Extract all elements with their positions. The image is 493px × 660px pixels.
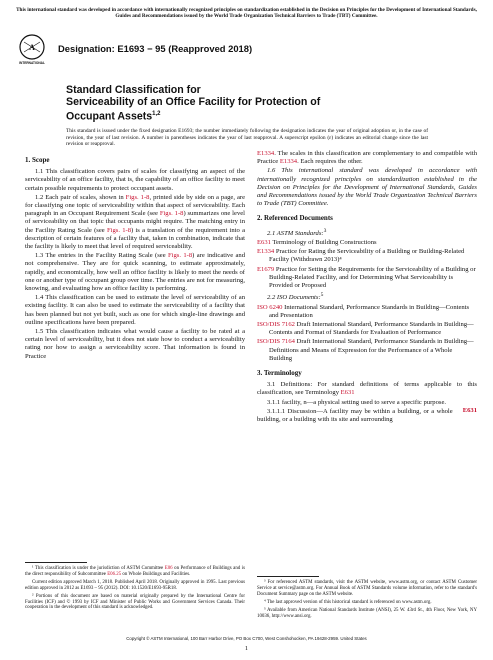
figs-link[interactable]: Figs. 1-8 [159,210,184,218]
para-3-1-1: 3.1.1 facility, n—a physical setting used to serve a specific purpose. E631 [267,398,477,414]
issuance-note: This standard is issued under the fixed designation E1693; the number immediately following the designation indicates the year of original adoption or, in the case of revision, the year of last revision. A number in parentheses indicates the year of last reapproval. A superscript epsilon (ε) indicates an editorial change since the last revision or reapproval. [66,128,428,148]
iso-ref-item: ISO/DIS 7164 Draft International Standard, Performance Standards in Building—Definitions and Means of Expression for the Performance of a Whole Building [257,338,474,362]
copyright-footer: Copyright © ASTM International, 100 Barr Harbor Drive, PO Box C700, West Conshohocken, PA 19428-2959. United States [126,636,367,641]
terminology-heading: 3. Terminology [257,369,302,378]
iso-documents-heading: 2.2 ISO Documents:$^5$ [267,292,324,302]
para-1-1: 1.1 This classification covers pairs of scales for classifying an aspect of the serviceability of an office facility, that is, the capability of an office facility to meet certain possible requirements to protect occupant assets. [25,168,245,192]
footnote-5: ⁵ Available from American National Standards Institute (ANSI), 25 W. 43rd St., 4th Floor, New York, NY 10036, http://www.ansi.org. [257,607,477,619]
scope-heading: 1. Scope [25,156,50,164]
right-column [257,150,477,425]
figs-link[interactable]: Figs. 1-8 [168,252,193,260]
para-1-6: 1.6 This international standard was developed in accordance with internationally recognized principles on standardization established in the Decision on Principles for the Development of International Standards, Guides and Recommendations issued by the World Trade Organization Technical Barriers to Trade (TBT) Committee. [257,167,477,208]
left-footnotes [25,562,245,613]
para-1-2: 1.2 Each pair of scales, shown in Figs. 1-8, printed side by side on a page, are for classifying one topic of serviceability within that aspect of serviceability. Each paragraph in an Occupant Requirement Scale (see Figs. 1-8) summarizes one level of serviceability on that topic that occupants might require. The matching entry in the Facility Rating Scale (see Figs. 1-8) is a translation of the requirement into a description of certain features of a facility that, taken in combination, indicate that the facility is likely to meet that level of required serviceability. [25,193,246,251]
designation: Designation: E1693 − 95 (Reapproved 2018) [58,43,253,54]
title-line-1: Standard Classification for [66,84,201,96]
iso-code-link[interactable]: ISO/DIS 7162 [257,321,295,329]
title-line-3: Occupant Assets [66,110,153,123]
footnote-1: ¹ This classification is under the jurisdiction of ASTM Committee E06 on Performance of Buildings and is the direct responsibility of Subcommittee E06.25 on Whole Buildings and Facilities. [25,566,245,577]
ref-code-link[interactable]: E1334 [257,248,275,256]
footnote-3: ³ For referenced ASTM standards, visit the ASTM website, www.astm.org, or contact ASTM Customer Service at service@astm.org. For Annual Book of ASTM Standards volume information, refer to the standard's Document Summary page on the ASTM website. [257,580,477,597]
title-line-2: Serviceability of an Office Facility for Protection of [66,96,321,109]
para-1-5-cont: E1334. The scales in this classification are complementary to and compatible with Practice E1334. Each requires the other. [257,150,477,166]
right-footnotes [257,576,477,621]
title-footnote-marker: 1,2 [152,111,161,118]
footnote-rule [25,562,87,563]
logo-caption: INTERNATIONAL [19,61,45,65]
subcommittee-link[interactable]: E06.25 [107,571,122,577]
para-3-1: 3.1 Definitions: For standard definitions of terms applicable to this classification, see Terminology E631 [257,381,477,397]
ref-code-link[interactable]: E631 [257,239,271,247]
iso-ref-item: ISO/DIS 7162 Draft International Standard, Performance Standards in Building—Contents and Format of Standards for Evaluation of Performance [257,321,474,337]
left-column [25,150,245,362]
header-notice: This international standard was developed in accordance with internationally recognized principles on standardization established in the Decision on Principles for the Development of International Standards, Guides and Recommendations issued by the World Trade Organization Technical Barriers to Trade (TBT) Committee. [16,7,477,20]
committee-link[interactable]: E06 [164,566,173,571]
iso-code-link[interactable]: ISO/DIS 7164 [257,338,295,346]
figs-link[interactable]: Figs. 1-8 [106,226,132,234]
e631-link[interactable]: E631 [462,406,477,414]
para-1-4: 1.4 This classification can be used to estimate the level of serviceability of an existing facility. It can also be used to estimate the serviceability of a facility that has been planned but not yet built, such as one for which single-line drawings and outline specifications have been prepared. [25,294,245,326]
ref-code-link[interactable]: E1679 [257,265,275,273]
para-3-1-1-1: 3.1.1.1 Discussion—A facility may be within a building, or a whole building, or a building with its site and surrounding [257,407,453,424]
svg-text:A: A [29,43,35,52]
figs-link[interactable]: Figs. 1-8 [125,193,150,201]
ref-item: E1334 Practice for Rating the Serviceability of a Building or Building-Related Facility (Withdrawn 2013)⁴ [257,248,465,264]
document-title [66,84,426,123]
footnote-1-edition: Current edition approved March 1, 2018. Published April 2018. Originally approved in 1995. Last previous edition approved in 2012 as E1693 – 95 (2012). DOI: 10.1520/E1693-95R18. [25,579,245,591]
astm-logo-icon [18,34,46,68]
e631-link[interactable]: E631 [340,389,355,397]
e1334-link[interactable]: E1334 [279,158,298,166]
ref-item: E631 Terminology of Building Constructions [257,239,377,247]
ref-item: E1679 Practice for Setting the Requirements for the Serviceability of a Building or Building-Related Facility, and for Determining What Serviceability is Provided or Proposed [257,265,476,290]
astm-standards-heading: 2.1 ASTM Standards:$^3$ [267,227,327,237]
iso-code-link[interactable]: ISO 6240 [257,303,283,311]
iso-ref-item: ISO 6240 International Standard, Performance Standards in Building—Contents and Presentation [257,303,470,319]
footnote-2: ² Portions of this document are based on material originally prepared by the International Centre for Facilities (ICF) and © 1993 by ICF and Minister of Public Works and Government Services Canada. Their cooperation in the development of this standard is acknowledged. [25,593,245,611]
e1334-link[interactable]: E1334 [257,150,275,157]
footnote-rule [257,576,319,577]
referenced-docs-heading: 2. Referenced Documents [257,214,333,223]
para-1-5: 1.5 This classification indicates what would cause a facility to be rated at a certain level of serviceability, but it does not state how to conduct a serviceability rating nor how to assign a serviceability score. That information is found in Practice [25,328,245,360]
page-number: 1 [244,645,249,652]
footnote-4: ⁴ The last approved version of this historical standard is referenced on www.astm.org. [264,599,432,605]
para-1-3: 1.3 The entries in the Facility Rating Scale (see Figs. 1-8) are indicative and not comprehensive. They are for quick scanning, to estimate approximately, rapidly, and economically, how well an office facility is likely to meet the needs of one or another type of occupant group over time. The entries are not for measuring, knowing, and evaluating how an office facility is performing. [25,252,246,293]
